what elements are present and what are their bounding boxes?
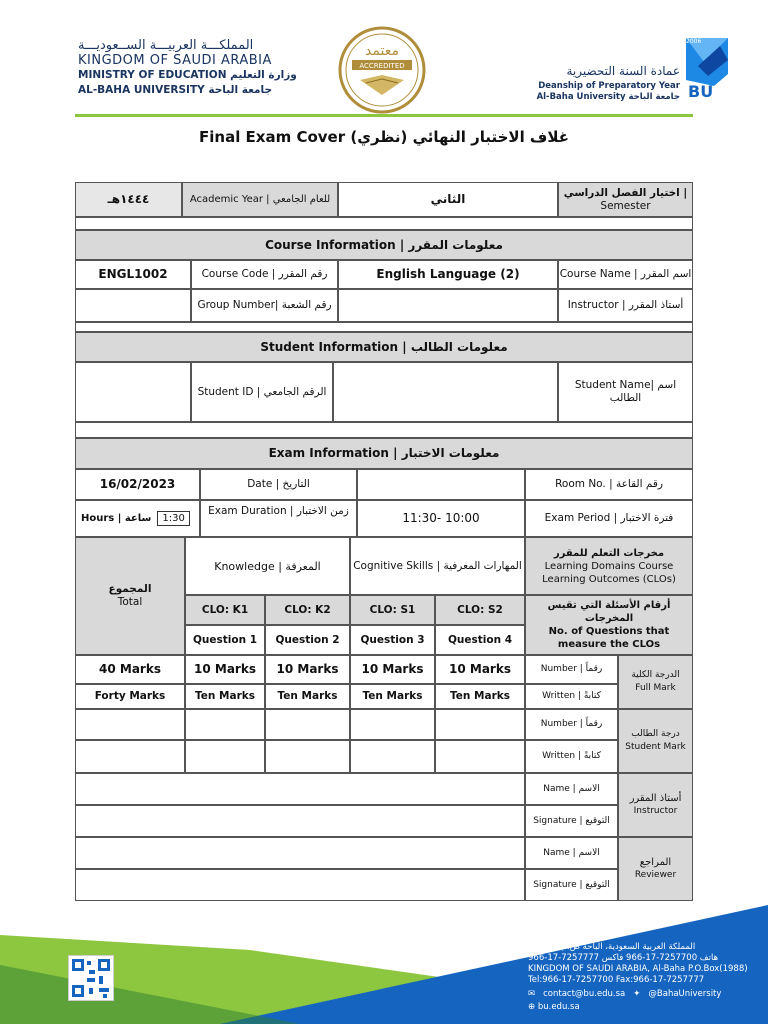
- student-total-number-input[interactable]: [75, 709, 185, 740]
- semester-value: الثاني: [338, 182, 558, 217]
- student-mark-label: درجة الطالب Student Mark: [618, 709, 693, 773]
- footer-line2: هاتف 7257700-17-966 فاكس 7257777-17-966: [528, 953, 719, 963]
- spacer: [75, 217, 693, 230]
- duration-label: Exam Duration | زمن الاختبار: [200, 500, 357, 537]
- logo-text: BU: [688, 82, 714, 101]
- ministry-header: [78, 38, 297, 98]
- mark-number: 10 Marks: [350, 655, 435, 684]
- spacer: [75, 322, 693, 332]
- deanship-english: Deanship of Preparatory Year: [538, 81, 680, 91]
- footer-line4: Tel:966-17-7257700 Fax:966-17-7257777: [528, 975, 705, 985]
- mark-written: Ten Marks: [185, 684, 265, 709]
- footer-line1: المملكة العربية السعودية، الباحة ص.ب (1988): [528, 942, 696, 952]
- period-label: Exam Period | فترة الاختبار: [525, 500, 693, 537]
- instructor-signature-input[interactable]: [75, 805, 525, 837]
- footer-web[interactable]: bu.edu.sa: [537, 1002, 580, 1012]
- name-label: Name | الاسم: [525, 837, 618, 869]
- total-header: المجموع Total: [75, 537, 185, 655]
- total-written: Forty Marks: [75, 684, 185, 709]
- clo-code: CLO: K2: [265, 595, 350, 625]
- kingdom-arabic: المملكـــة العربيـــة الســعوديـــة: [78, 38, 254, 53]
- seal-english: ACCREDITED: [359, 62, 405, 70]
- question-number: Question 4: [435, 625, 525, 655]
- clos-domain-label: مخرجات التعلم للمقرر Learning Domains Course Learning Outcomes (CLOs): [525, 537, 693, 595]
- room-label: Room No. | رقم القاعة: [525, 469, 693, 500]
- student-mark-input[interactable]: [435, 709, 525, 740]
- footer-line3: KINGDOM OF SAUDI ARABIA, Al-Baha P.O.Box(1988): [528, 964, 748, 974]
- university-name: AL-BAHA UNIVERSITY جامعة الباحة: [78, 84, 273, 96]
- knowledge-header: Knowledge | المعرفة: [185, 537, 350, 595]
- full-mark-label: الدرجة الكلية Full Mark: [618, 655, 693, 709]
- student-id-input[interactable]: [75, 362, 191, 422]
- accredited-seal-icon: [330, 25, 434, 115]
- name-label: Name | الاسم: [525, 773, 618, 805]
- student-mark-written-input[interactable]: [435, 740, 525, 773]
- academic-year-label: Academic Year | للعام الجامعي: [182, 182, 338, 217]
- deanship-university: Al-Baha University جامعة الباحة: [536, 92, 680, 102]
- group-number-label: Group Number| رقم الشعبة: [191, 289, 338, 322]
- hours-label: Hours | ساعة: [81, 513, 152, 524]
- course-name-value: English Language (2): [338, 260, 558, 289]
- web-icon: ⊕: [528, 1002, 536, 1012]
- number-label: Number | رقماً: [525, 709, 618, 740]
- semester-label: اختيار الفصل الدراسي | Semester: [558, 182, 693, 217]
- instructor-input[interactable]: [338, 289, 558, 322]
- bu-logo-icon: [684, 36, 730, 102]
- exam-info-header: Exam Information | معلومات الاختبار: [75, 438, 693, 469]
- hours-cell: [75, 500, 200, 537]
- course-info-header: Course Information | معلومات المقرر: [75, 230, 693, 260]
- written-label: Written | كتابةً: [525, 684, 618, 709]
- student-name-label: Student Name| اسم الطالب: [558, 362, 693, 422]
- date-label: Date | التاريخ: [200, 469, 357, 500]
- mark-number: 10 Marks: [185, 655, 265, 684]
- date-value: 16/02/2023: [75, 469, 200, 500]
- twitter-icon: ✦: [633, 989, 641, 999]
- student-mark-input[interactable]: [185, 709, 265, 740]
- instructor-name-input[interactable]: [75, 773, 525, 805]
- reviewer-signature-input[interactable]: [75, 869, 525, 901]
- signature-label: Signature | التوقيع: [525, 869, 618, 901]
- mark-written: Ten Marks: [435, 684, 525, 709]
- question-number: Question 3: [350, 625, 435, 655]
- signature-label: Signature | التوقيع: [525, 805, 618, 837]
- course-code-label: Course Code | رقم المقرر: [191, 260, 338, 289]
- seal-arabic: معتمد: [365, 43, 399, 59]
- kingdom-english: KINGDOM OF SAUDI ARABIA: [78, 53, 272, 68]
- question-number: Question 1: [185, 625, 265, 655]
- mark-number: 10 Marks: [265, 655, 350, 684]
- footer-email[interactable]: contact@bu.edu.sa: [543, 989, 626, 999]
- group-number-input[interactable]: [75, 289, 191, 322]
- student-id-label: Student ID | الرقم الجامعي: [191, 362, 333, 422]
- page-title: Final Exam Cover (نظري) غلاف الاختبار النهائي: [199, 128, 569, 146]
- cognitive-header: Cognitive Skills | المهارات المعرفية: [350, 537, 525, 595]
- total-number: 40 Marks: [75, 655, 185, 684]
- question-number: Question 2: [265, 625, 350, 655]
- mark-written: Ten Marks: [265, 684, 350, 709]
- student-info-header: Student Information | معلومات الطالب: [75, 332, 693, 362]
- academic-year-value: ١٤٤٤هـ: [75, 182, 182, 217]
- student-mark-input[interactable]: [350, 709, 435, 740]
- footer-contact: [528, 942, 758, 1013]
- instructor-signoff-label: أستاذ المقرر Instructor: [618, 773, 693, 837]
- instructor-label: Instructor | أستاذ المقرر: [558, 289, 693, 322]
- course-code-value: ENGL1002: [75, 260, 191, 289]
- student-mark-written-input[interactable]: [185, 740, 265, 773]
- hours-value: 1:30: [157, 511, 189, 526]
- student-name-input[interactable]: [333, 362, 558, 422]
- mark-written: Ten Marks: [350, 684, 435, 709]
- deanship-arabic: عمادة السنة التحضيرية: [566, 64, 680, 78]
- student-mark-input[interactable]: [265, 709, 350, 740]
- header-divider: [75, 114, 693, 117]
- questions-measure-label: أرقام الأسئلة التي تقيس المخرجات No. of Questions that measure the CLOs: [525, 595, 693, 655]
- qr-code-icon: [68, 955, 114, 1001]
- student-total-written-input[interactable]: [75, 740, 185, 773]
- deanship-header: [530, 36, 740, 106]
- ministry-name: MINISTRY OF EDUCATION وزارة التعليم: [78, 69, 297, 81]
- student-mark-written-input[interactable]: [265, 740, 350, 773]
- course-name-label: Course Name | اسم المقرر: [558, 260, 693, 289]
- room-input[interactable]: [357, 469, 525, 500]
- period-value: 11:30- 10:00: [357, 500, 525, 537]
- reviewer-signoff-label: المراجع Reviewer: [618, 837, 693, 901]
- clo-code: CLO: S2: [435, 595, 525, 625]
- email-icon: ✉: [528, 989, 536, 999]
- clo-code: CLO: S1: [350, 595, 435, 625]
- footer-twitter[interactable]: @BahaUniversity: [648, 989, 722, 999]
- spacer: [75, 422, 693, 438]
- logo-year: 2006: [686, 38, 702, 45]
- number-label: Number | رقماً: [525, 655, 618, 684]
- mark-number: 10 Marks: [435, 655, 525, 684]
- reviewer-name-input[interactable]: [75, 837, 525, 869]
- student-mark-written-input[interactable]: [350, 740, 435, 773]
- written-label: Written | كتابةً: [525, 740, 618, 773]
- clo-code: CLO: K1: [185, 595, 265, 625]
